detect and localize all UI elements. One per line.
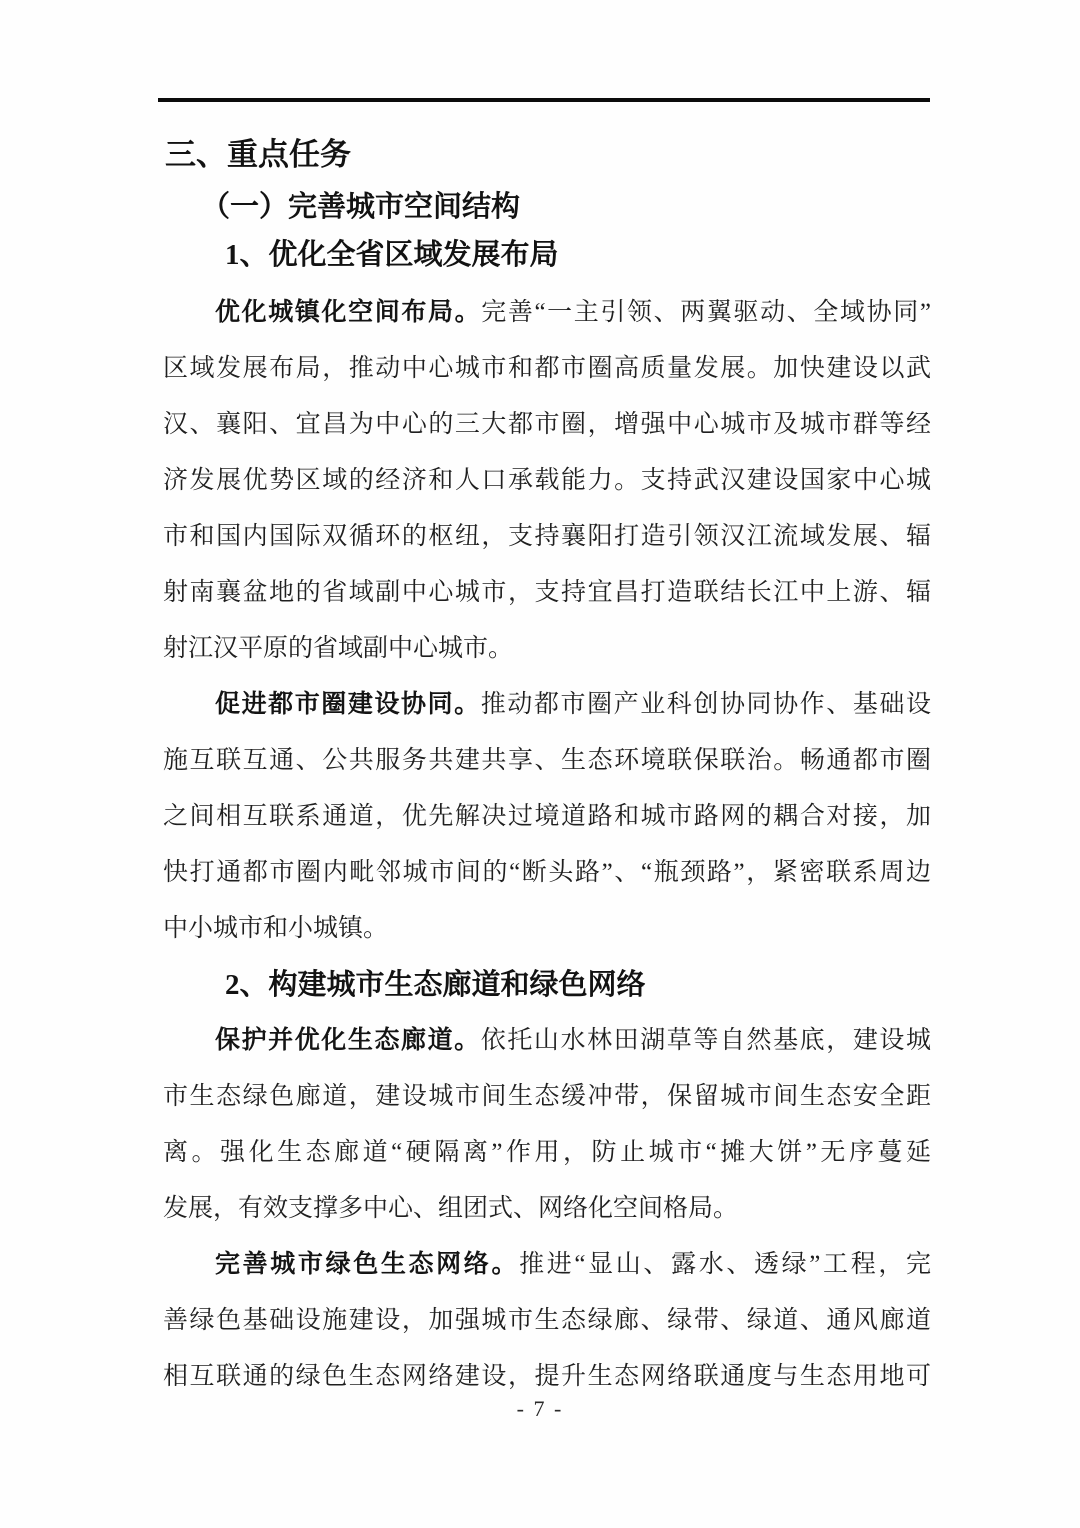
text-line xyxy=(163,1237,931,1293)
paragraph-lead: 完善城市绿色生态网络。 xyxy=(215,1251,520,1278)
body-text xyxy=(163,285,931,1405)
text-line: 施互联互通、公共服务共建共享、生态环境联保联治。畅通都市圈 xyxy=(163,747,931,774)
text-line: 发展，有效支撑多中心、组团式、网络化空间格局。 xyxy=(163,1195,739,1222)
text-line: 相互联通的绿色生态网络建设，提升生态网络联通度与生态用地可 xyxy=(163,1363,931,1390)
text-run: 完善“一主引领、两翼驱动、全域协同” xyxy=(481,299,931,326)
text-line: 中小城市和小城镇。 xyxy=(163,915,389,942)
text-line: 射江汉平原的省域副中心城市。 xyxy=(163,635,514,662)
text-line: 快打通都市圈内毗邻城市间的“断头路”、“瓶颈路”，紧密联系周边 xyxy=(163,859,931,886)
document-content xyxy=(163,0,931,1405)
paragraph-lead: 优化城镇化空间布局。 xyxy=(215,299,482,326)
paragraph-3 xyxy=(163,1013,931,1237)
section-heading: 三、重点任务 xyxy=(165,137,351,172)
text-run: 推进“显山、露水、透绿”工程，完 xyxy=(519,1251,931,1278)
text-run: 依托山水林田湖草等自然基底，建设城 xyxy=(480,1027,931,1054)
text-line: 市和国内国际双循环的枢纽，支持襄阳打造引领汉江流域发展、辐 xyxy=(163,523,931,550)
subsection-heading: （一）完善城市空间结构 xyxy=(201,191,521,223)
text-line: 市生态绿色廊道，建设城市间生态缓冲带，保留城市间生态安全距 xyxy=(163,1083,931,1110)
text-line: 之间相互联系通道，优先解决过境道路和城市路网的耦合对接，加 xyxy=(163,803,931,830)
numbered-heading-1: 1、优化全省区域发展布局 xyxy=(225,239,559,271)
text-line: 汉、襄阳、宜昌为中心的三大都市圈，增强中心城市及城市群等经 xyxy=(163,411,931,438)
paragraph-lead: 促进都市圈建设协同。 xyxy=(215,691,481,718)
text-line xyxy=(163,285,931,341)
text-line xyxy=(163,677,931,733)
text-line: 济发展优势区域的经济和人口承载能力。支持武汉建设国家中心城 xyxy=(163,467,931,494)
page-number: - 7 - xyxy=(516,1396,564,1421)
text-run: 推动都市圈产业科创协同协作、基础设 xyxy=(480,691,931,718)
text-line: 离。强化生态廊道“硬隔离”作用，防止城市“摊大饼”无序蔓延 xyxy=(163,1139,931,1166)
text-line: 区域发展布局，推动中心城市和都市圈高质量发展。加快建设以武 xyxy=(163,355,931,382)
text-line: 善绿色基础设施建设，加强城市生态绿廊、绿带、绿道、通风廊道 xyxy=(163,1307,931,1334)
paragraph-1 xyxy=(163,285,931,677)
text-line xyxy=(163,1013,931,1069)
paragraph-2 xyxy=(163,677,931,957)
text-line: 射南襄盆地的省域副中心城市，支持宜昌打造联结长江中上游、辐 xyxy=(163,579,931,606)
numbered-heading-2: 2、构建城市生态廊道和绿色网络 xyxy=(225,969,646,1001)
paragraph-4 xyxy=(163,1237,931,1405)
paragraph-lead: 保护并优化生态廊道。 xyxy=(215,1027,481,1054)
